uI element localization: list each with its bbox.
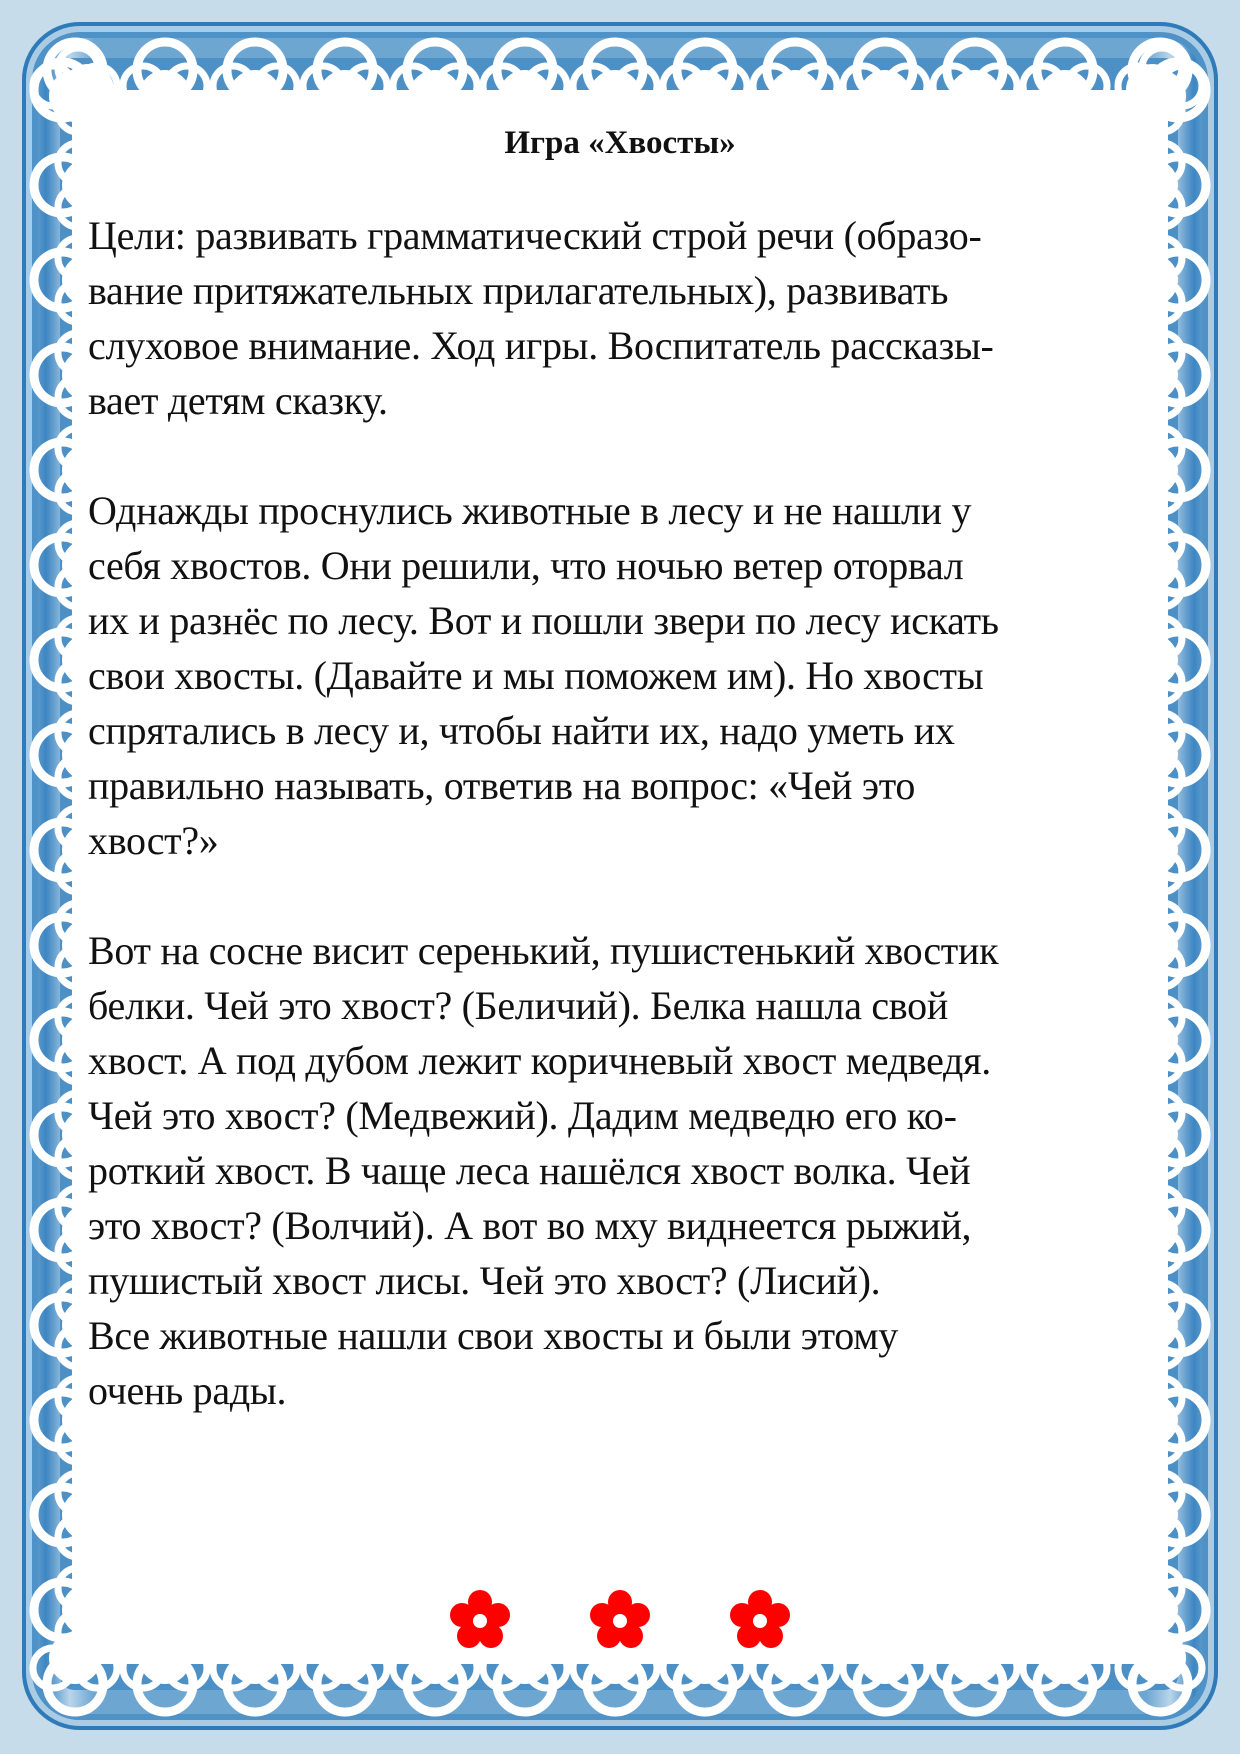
paragraph-spacer [88, 428, 1148, 483]
flower-icon [727, 1588, 793, 1654]
text-line: Чей это хвост? (Медвежий). Дадим медведю его ко- [88, 1093, 957, 1138]
text-line: белки. Чей это хвост? (Беличий). Белка нашла свой [88, 983, 948, 1028]
text-line: правильно называть, ответив на вопрос: «Чей это [88, 763, 916, 808]
text-line: вание притяжательных прилагательных), развивать [88, 268, 949, 313]
paragraph-story-tails [88, 923, 1148, 1418]
text-line: Однажды проснулись животные в лесу и не нашли у [88, 488, 972, 533]
text-line: Цели: развивать грамматический строй речи (образо- [88, 213, 982, 258]
flower-icon [587, 1588, 653, 1654]
text-line: хвост?» [88, 818, 219, 863]
text-line: пушистый хвост лисы. Чей это хвост? (Лисий). [88, 1258, 881, 1303]
paragraph-goals [88, 208, 1148, 428]
text-line: роткий хвост. В чаще леса нашёлся хвост волка. Чей [88, 1148, 971, 1193]
page-title: Игра «Хвосты» [504, 125, 736, 162]
text-line: свои хвосты. (Давайте и мы поможем им). Но хвосты [88, 653, 984, 698]
text-line: очень рады. [88, 1368, 287, 1413]
text-line: это хвост? (Волчий). А вот во мху виднеется рыжий, [88, 1203, 972, 1248]
paragraph-spacer [88, 868, 1148, 923]
document-body [88, 208, 1148, 1418]
text-line: себя хвостов. Они решили, что ночью ветер оторвал [88, 543, 964, 588]
flower-decoration-row [0, 1588, 1240, 1654]
text-line: их и разнёс по лесу. Вот и пошли звери по лесу искать [88, 598, 999, 643]
paragraph-story-intro [88, 483, 1148, 868]
text-line: хвост. А под дубом лежит коричневый хвост медведя. [88, 1038, 991, 1083]
text-line: слуховое внимание. Ход игры. Воспитатель рассказы- [88, 323, 994, 368]
text-line: Все животные нашли свои хвосты и были этому [88, 1313, 898, 1358]
text-line: Вот на сосне висит серенький, пушистенький хвостик [88, 928, 999, 973]
flower-icon [447, 1588, 513, 1654]
text-line: спрятались в лесу и, чтобы найти их, надо уметь их [88, 708, 955, 753]
text-line: вает детям сказку. [88, 378, 388, 423]
